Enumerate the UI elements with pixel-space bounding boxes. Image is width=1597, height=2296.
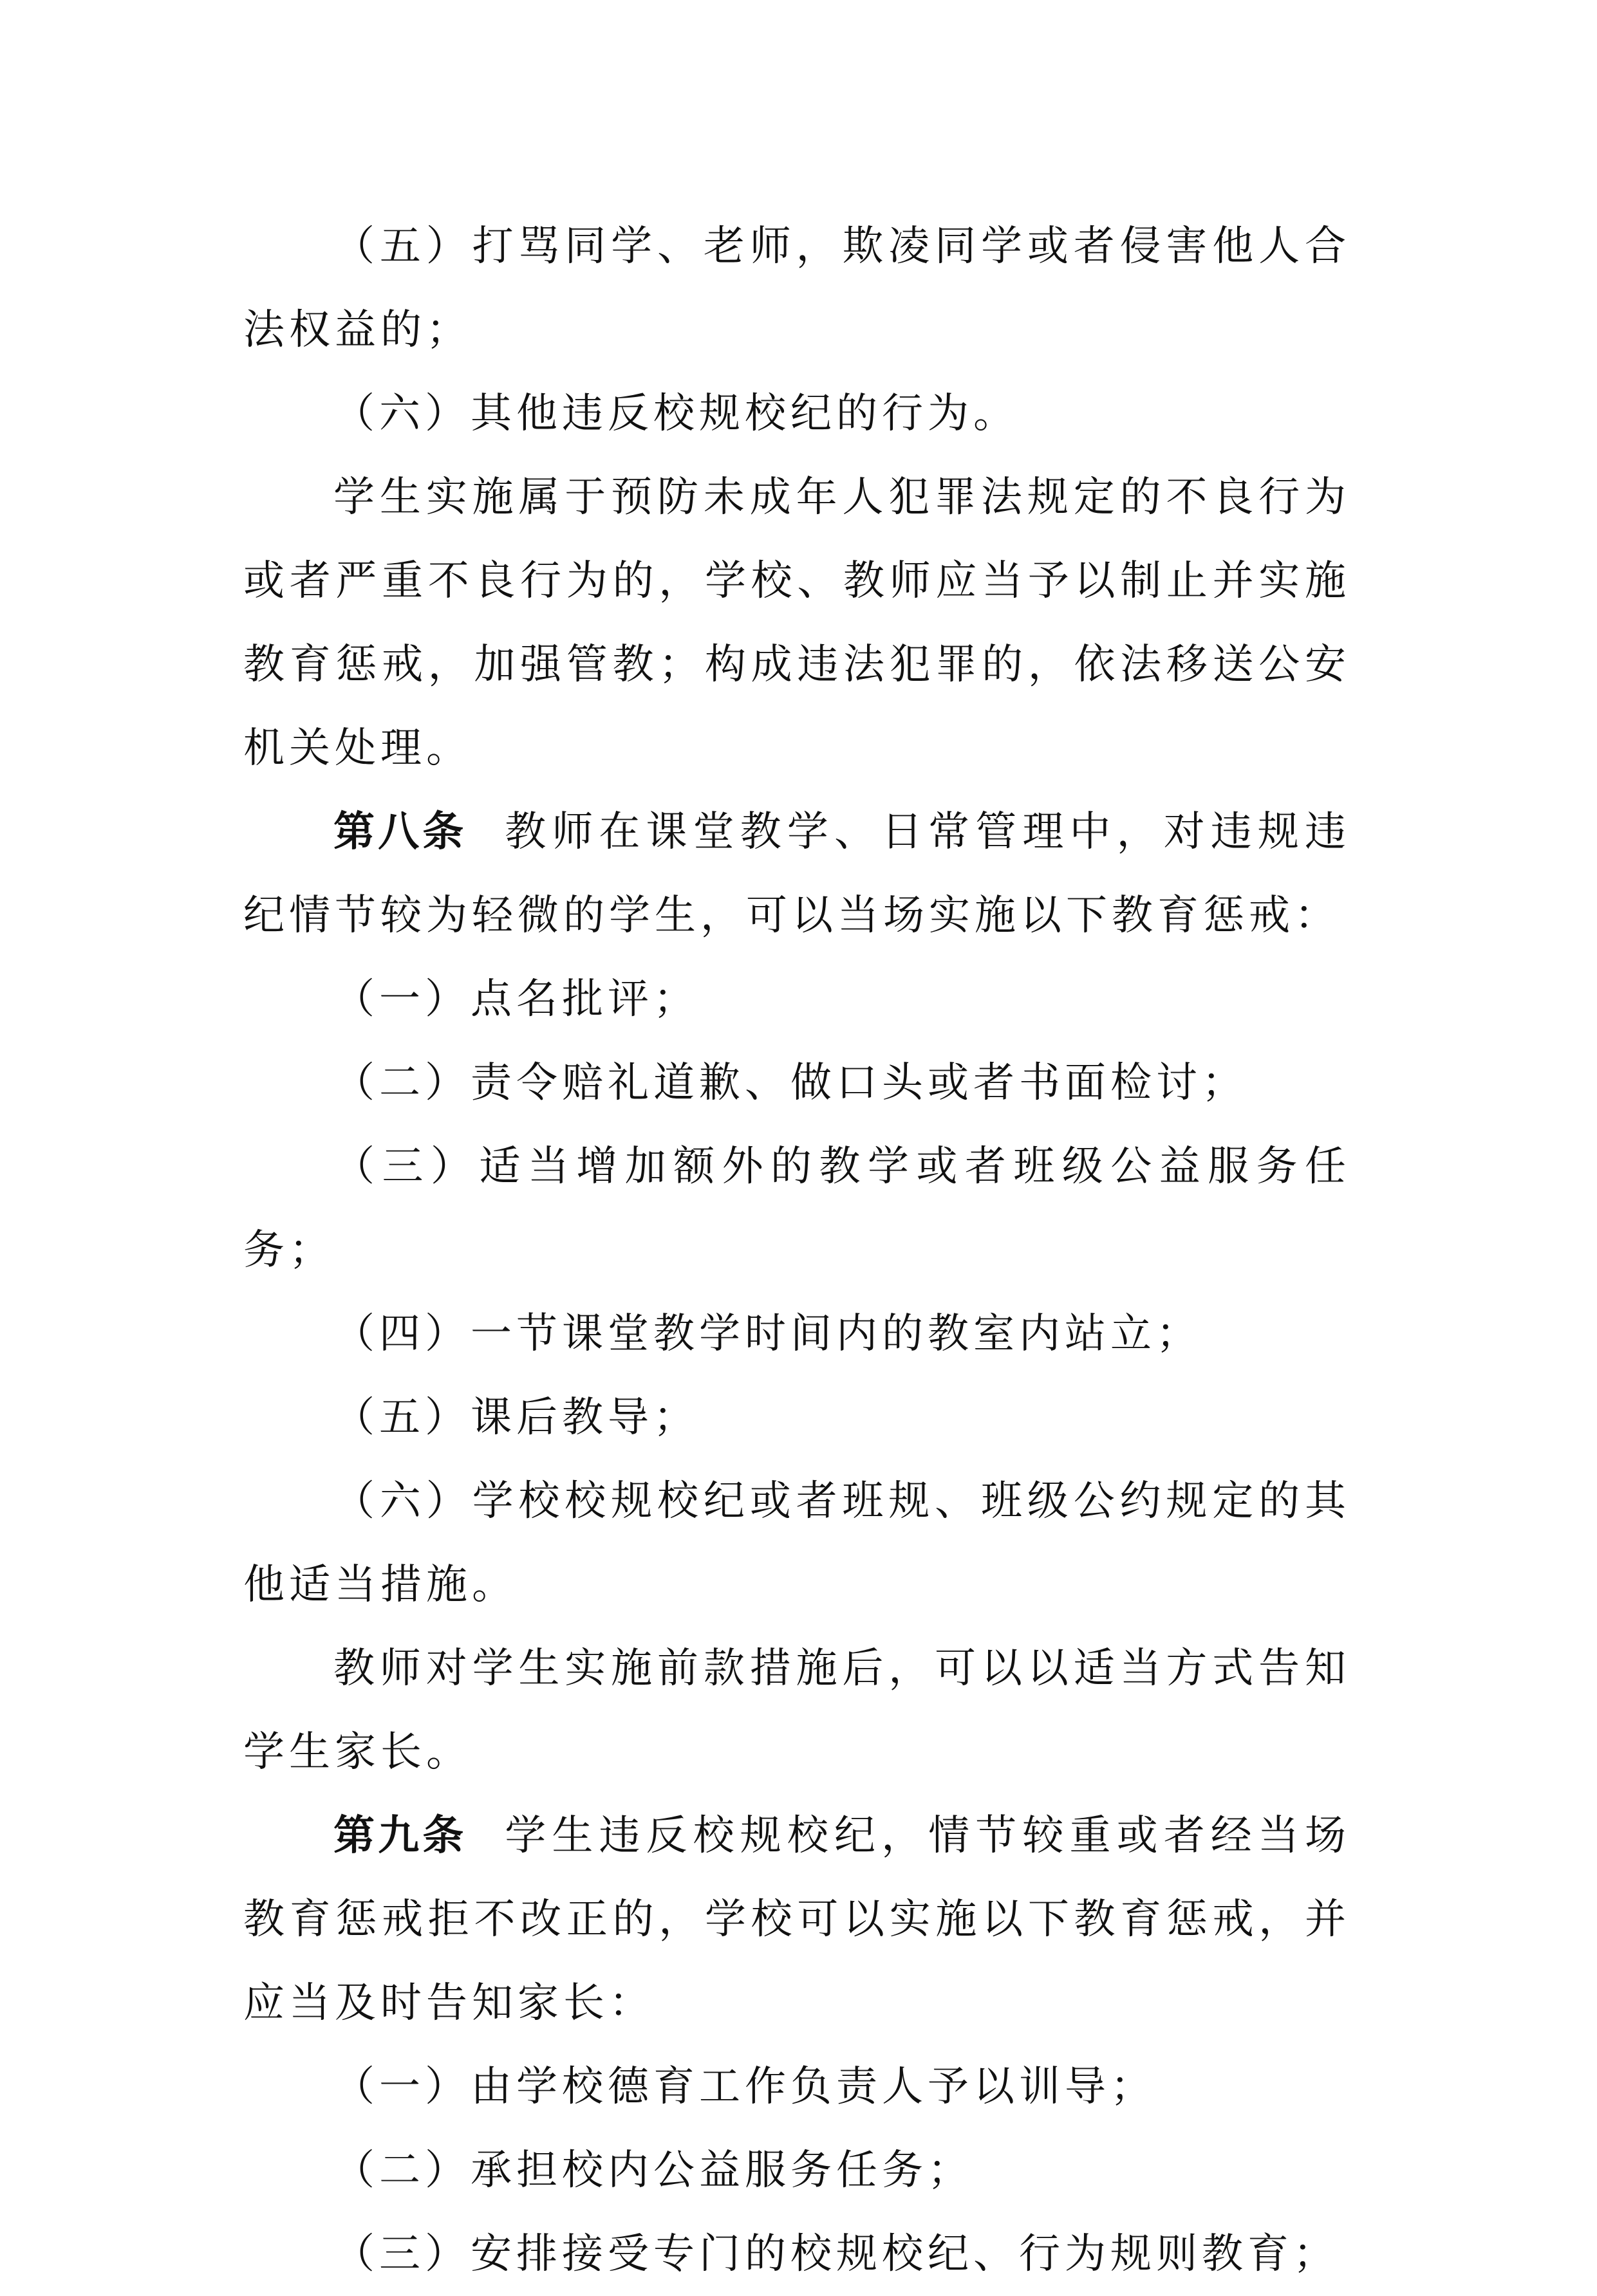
paragraph-text: 学生违反校规校纪，情节较重或者经当场教育惩戒拒不改正的，学校可以实施以下教育惩戒，并应当及时告知家长： xyxy=(243,1812,1351,2027)
article-8-notice xyxy=(243,1627,1350,1794)
paragraph-text: （二）承担校内公益服务任务； xyxy=(333,2147,973,2194)
article-8-item-4 xyxy=(243,1292,1350,1376)
article-8-item-6 xyxy=(243,1459,1350,1627)
paragraph-text: （五）课后教导； xyxy=(333,1394,699,1441)
article-8-item-3 xyxy=(243,1125,1350,1292)
paragraph-text: （六）其他违反校规校纪的行为。 xyxy=(333,390,1019,438)
article-8-heading: 第八条 xyxy=(333,808,467,856)
paragraph-item-6 xyxy=(243,372,1350,456)
article-9-heading: 第九条 xyxy=(333,1812,467,1860)
article-9-item-2 xyxy=(243,2129,1350,2212)
paragraph-text: （二）责令赔礼道歉、做口头或者书面检讨； xyxy=(333,1059,1247,1107)
article-8-item-5 xyxy=(243,1376,1350,1459)
article-8-item-1 xyxy=(243,958,1350,1041)
paragraph-text: （三）安排接受专门的校规校纪、行为规则教育； xyxy=(333,2230,1339,2278)
paragraph-item-5 xyxy=(243,205,1350,372)
paragraph-bad-behavior xyxy=(243,456,1350,790)
document-body xyxy=(243,205,1350,2296)
article-8-item-2 xyxy=(243,1041,1350,1125)
paragraph-text: （一）点名批评； xyxy=(333,976,699,1023)
article-9-item-1 xyxy=(243,2045,1350,2129)
article-9-item-3 xyxy=(243,2212,1350,2296)
paragraph-text: （五）打骂同学、老师，欺凌同学或者侵害他人合法权益的； xyxy=(243,223,1350,354)
article-9 xyxy=(243,1794,1350,2045)
paragraph-text: （三）适当增加额外的教学或者班级公益服务任务； xyxy=(243,1143,1350,1274)
paragraph-text: 教师在课堂教学、日常管理中，对违规违纪情节较为轻微的学生，可以当场实施以下教育惩戒： xyxy=(243,808,1351,940)
paragraph-text: （六）学校校规校纪或者班规、班级公约规定的其他适当措施。 xyxy=(243,1477,1350,1609)
paragraph-text: （四）一节课堂教学时间内的教室内站立； xyxy=(333,1310,1202,1358)
paragraph-text: 教师对学生实施前款措施后，可以以适当方式告知学生家长。 xyxy=(243,1645,1350,1776)
article-8 xyxy=(243,790,1350,958)
paragraph-text: 学生实施属于预防未成年人犯罪法规定的不良行为或者严重不良行为的，学校、教师应当予以制止并实施教育惩戒，加强管教；构成违法犯罪的，依法移送公安机关处理。 xyxy=(243,474,1350,772)
paragraph-text: （一）由学校德育工作负责人予以训导； xyxy=(333,2063,1156,2111)
